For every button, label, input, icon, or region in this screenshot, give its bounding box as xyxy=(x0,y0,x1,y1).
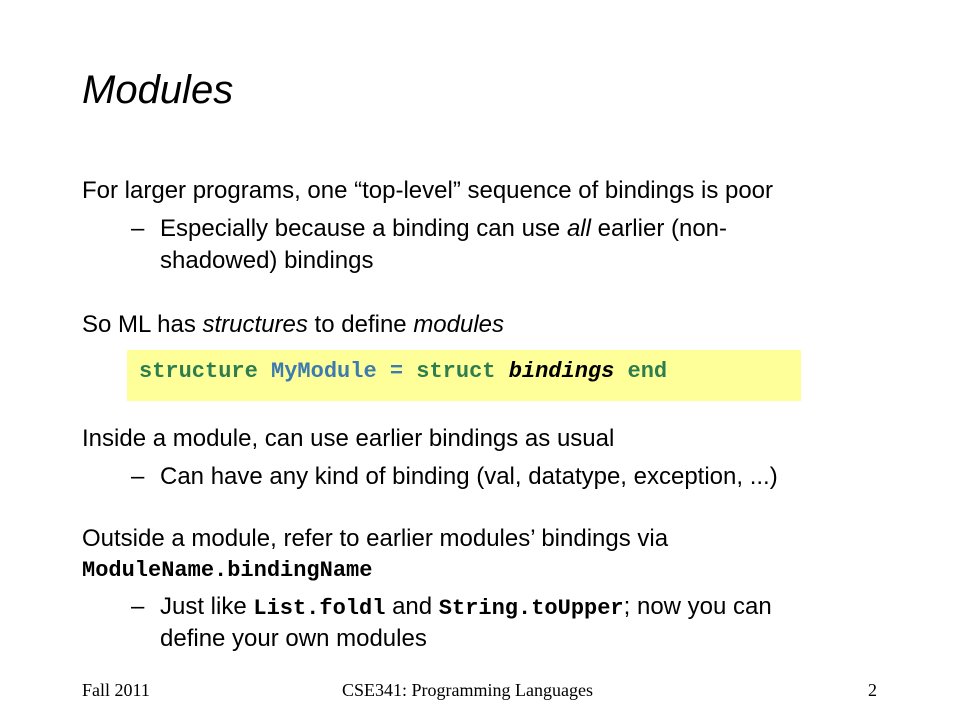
paragraph-outside-module: Outside a module, refer to earlier modules’ bindings via xyxy=(82,525,669,552)
sub-bullet-just-like xyxy=(160,592,772,624)
bullet-dash: – xyxy=(131,593,145,620)
emphasis-structures: structures xyxy=(202,311,308,338)
code-module-binding-name xyxy=(82,554,372,586)
emphasis-modules: modules xyxy=(413,311,505,338)
paragraph-text: to define xyxy=(307,311,414,338)
footer-term: Fall 2011 xyxy=(82,680,150,700)
sub-bullet-text: ; now you can xyxy=(623,593,772,620)
inline-code-string-toupper: String.toUpper xyxy=(438,596,624,621)
sub-bullet-text: Just like xyxy=(160,593,254,620)
code-keyword-structure: structure xyxy=(139,359,258,384)
code-bindings-placeholder: bindings xyxy=(508,359,615,384)
sub-bullet-text: earlier (non- xyxy=(590,215,728,242)
sub-bullet-text: Especially because a binding can use xyxy=(160,215,567,242)
slide-title: Modules xyxy=(82,68,234,112)
inline-code: ModuleName.bindingName xyxy=(82,558,373,583)
code-equals: = xyxy=(389,359,404,384)
sub-bullet-continuation: shadowed) bindings xyxy=(160,247,374,274)
code-structure-syntax xyxy=(139,357,667,387)
paragraph-text: So ML has xyxy=(82,311,203,338)
code-module-name: MyModule xyxy=(271,359,377,384)
paragraph-structures xyxy=(82,310,504,340)
sub-bullet-text: and xyxy=(385,593,439,620)
emphasis-all: all xyxy=(566,215,591,242)
inline-code-list-foldl: List.foldl xyxy=(253,596,386,621)
paragraph-larger-programs: For larger programs, one “top-level” sequence of bindings is poor xyxy=(82,177,774,204)
bullet-dash: – xyxy=(131,215,145,242)
sub-bullet-especially xyxy=(160,214,727,244)
code-keyword-end: end xyxy=(627,359,668,384)
footer-course: CSE341: Programming Languages xyxy=(342,680,593,700)
code-keyword-struct: struct xyxy=(416,359,496,384)
sub-bullet-continuation: define your own modules xyxy=(160,625,427,652)
bullet-dash: – xyxy=(131,463,145,490)
footer-page-number: 2 xyxy=(868,680,877,700)
paragraph-inside-module: Inside a module, can use earlier bindings as usual xyxy=(82,425,615,452)
sub-bullet-binding-kinds: Can have any kind of binding (val, datatype, exception, ...) xyxy=(160,463,778,490)
